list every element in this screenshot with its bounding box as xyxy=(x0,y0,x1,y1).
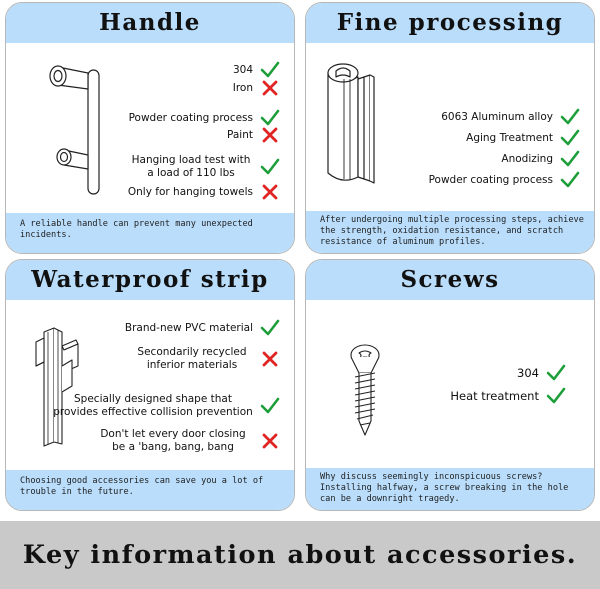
handle-feature-304 xyxy=(233,60,280,80)
check-icon xyxy=(546,363,566,383)
strip-feature-bang xyxy=(93,428,280,454)
handle-feature-load-test xyxy=(129,154,280,180)
feature-label: Aging Treatment xyxy=(466,131,553,144)
feature-label: Paint xyxy=(227,128,253,141)
screw-feature-304 xyxy=(517,363,566,383)
feature-label: Anodizing xyxy=(501,152,553,165)
fine-feature-powder-coating xyxy=(429,170,580,190)
check-icon xyxy=(560,107,580,127)
feature-label: Powder coating process xyxy=(428,173,553,186)
check-icon xyxy=(260,60,280,80)
check-icon xyxy=(260,396,280,416)
handle-feature-towels xyxy=(128,182,280,202)
bottom-banner xyxy=(0,521,600,589)
fine-feature-aluminum-alloy xyxy=(441,107,580,127)
feature-label: Powder coating process xyxy=(128,111,253,124)
fine-feature-anodizing xyxy=(501,149,580,169)
check-icon xyxy=(560,128,580,148)
feature-label: Iron xyxy=(232,81,253,94)
banner-title: Key information about accessories. xyxy=(22,540,578,570)
screw-illustration xyxy=(342,343,388,439)
check-icon xyxy=(260,318,280,338)
screws-card-title: Screws xyxy=(400,266,500,293)
cross-icon xyxy=(260,349,280,369)
feature-label: Secondarily recycled inferior materials xyxy=(137,346,247,371)
screw-feature-heat-treatment xyxy=(450,386,566,406)
fine-processing-card-title: Fine processing xyxy=(336,9,564,36)
screws-card xyxy=(305,259,595,511)
fine-feature-aging-treatment xyxy=(466,128,580,148)
feature-label: Don't let every door closing be a 'bang, bang, bang xyxy=(100,428,246,453)
feature-label: 304 xyxy=(232,63,253,76)
fine-processing-card xyxy=(305,2,595,254)
feature-label: Specially designed shape that provides effective collision prevention xyxy=(53,393,253,418)
feature-label: Hanging load test with a load of 110 lbs xyxy=(131,154,251,179)
feature-label: Brand-new PVC material xyxy=(124,321,253,334)
screws-card-footer: Why discuss seemingly inconspicuous screws? Installing halfway, a screw breaking in the hole can be a downright tragedy. xyxy=(306,468,594,511)
cross-icon xyxy=(260,182,280,202)
waterproof-strip-card-title: Waterproof strip xyxy=(31,266,269,293)
feature-label: 304 xyxy=(517,365,539,380)
handle-card xyxy=(5,2,295,254)
strip-feature-pvc xyxy=(125,318,280,338)
waterproof-strip-card-footer: Choosing good accessories can save you a lot of trouble in the future. xyxy=(6,470,294,511)
feature-label: Heat treatment xyxy=(450,388,539,403)
cross-icon xyxy=(260,78,280,98)
fine-processing-card-footer: After undergoing multiple processing steps, achieve the strength, oxidation resistance, and scratch resistance of aluminum profiles. xyxy=(306,211,594,254)
feature-label: Only for hanging towels xyxy=(127,185,253,198)
handle-card-footer: A reliable handle can prevent many unexpected incidents. xyxy=(6,213,294,254)
handle-feature-iron xyxy=(233,78,280,98)
aluminum-profile-illustration xyxy=(320,55,400,187)
handle-card-title: Handle xyxy=(99,9,201,36)
check-icon xyxy=(560,149,580,169)
check-icon xyxy=(560,170,580,190)
waterproof-strip-illustration xyxy=(32,326,92,450)
feature-label: 6063 Aluminum alloy xyxy=(441,110,553,123)
strip-feature-recycled xyxy=(131,346,280,372)
strip-feature-shape xyxy=(53,393,280,419)
check-icon xyxy=(546,386,566,406)
cross-icon xyxy=(260,125,280,145)
cross-icon xyxy=(260,431,280,451)
door-handle-illustration xyxy=(40,55,110,205)
waterproof-strip-card xyxy=(5,259,295,511)
check-icon xyxy=(260,157,280,177)
handle-feature-paint xyxy=(227,125,280,145)
